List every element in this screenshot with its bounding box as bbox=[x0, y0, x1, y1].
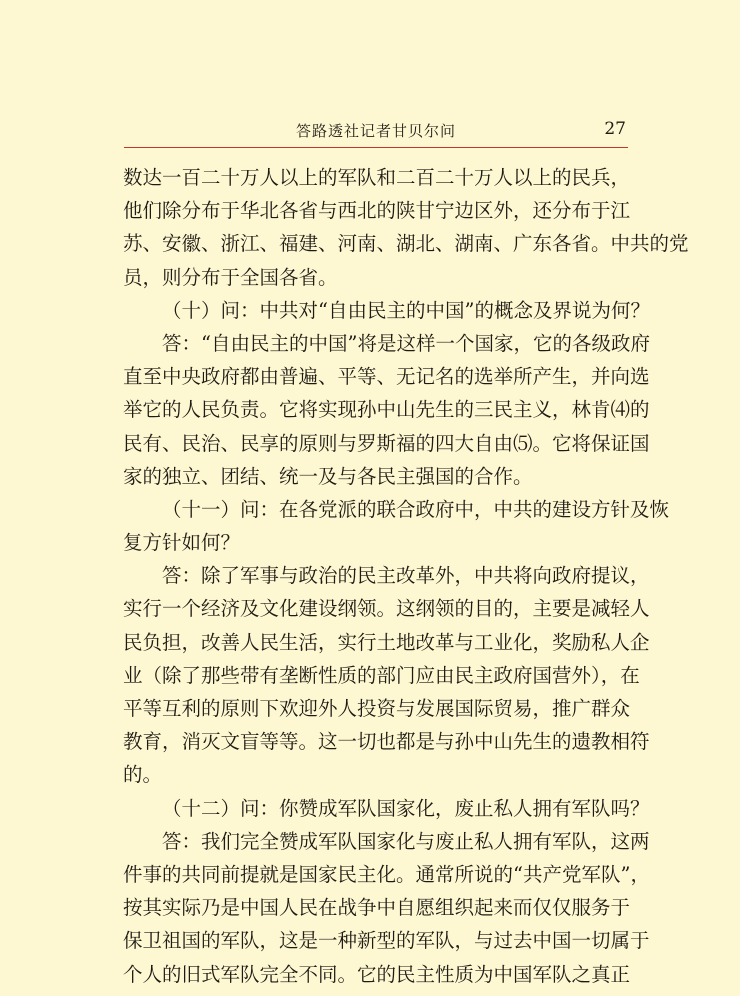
text-line: 业（除了那些带有垄断性质的部门应由民主政府国营外），在 bbox=[123, 663, 640, 687]
text-line: 件事的共同前提就是国家民主化。通常所说的“共产党军队”， bbox=[123, 862, 650, 886]
text-line: 民负担，改善人民生活，实行土地改革与工业化，奖励私人企 bbox=[123, 630, 650, 654]
text-line: 答：除了军事与政治的民主改革外，中共将向政府提议， bbox=[162, 564, 650, 588]
header-rule bbox=[124, 147, 628, 148]
text-line: 民有、民治、民享的原则与罗斯福的四大自由⑸。它将保证国 bbox=[123, 431, 650, 455]
text-line: 的。 bbox=[123, 763, 163, 787]
page-header bbox=[124, 120, 628, 146]
text-line: 员，则分布于全国各省。 bbox=[123, 265, 338, 289]
text-line: 平等互利的原则下欢迎外人投资与发展国际贸易，推广群众 bbox=[123, 697, 631, 720]
body-text bbox=[123, 161, 689, 991]
text-line: 实行一个经济及文化建设纲领。这纲领的目的，主要是减轻人 bbox=[123, 597, 650, 621]
text-line: 直至中央政府都由普遍、平等、无记名的选举所产生，并向选 bbox=[123, 365, 650, 389]
text-line: 个人的旧式军队完全不同。它的民主性质为中国军队之真正 bbox=[123, 962, 631, 986]
text-line: 苏、安徽、浙江、福建、河南、湖北、湖南、广东各省。中共的党 bbox=[123, 232, 689, 256]
text-line: 教育，消灭文盲等等。这一切也都是与孙中山先生的遗教相符 bbox=[123, 730, 650, 754]
text-line: （十一）问：在各党派的联合政府中，中共的建设方针及恢 bbox=[162, 497, 670, 521]
text-line: 按其实际乃是中国人民在战争中自愿组织起来而仅仅服务于 bbox=[123, 896, 631, 920]
text-line: 他们除分布于华北各省与西北的陕甘宁边区外，还分布于江 bbox=[123, 199, 631, 223]
text-line: 保卫祖国的军队，这是一种新型的军队，与过去中国一切属于 bbox=[123, 929, 650, 953]
text-line: 家的独立、团结、统一及与各民主强国的合作。 bbox=[123, 464, 533, 488]
page-number: 27 bbox=[604, 119, 626, 139]
running-title: 答路透社记者甘贝尔问 bbox=[295, 122, 456, 140]
text-line: （十）问：中共对“自由民主的中国”的概念及界说为何？ bbox=[162, 298, 650, 322]
text-line: 答：我们完全赞成军队国家化与废止私人拥有军队，这两 bbox=[162, 829, 650, 853]
text-line: 复方针如何？ bbox=[123, 531, 241, 555]
text-line: （十二）问：你赞成军队国家化，废止私人拥有军队吗？ bbox=[162, 796, 650, 820]
text-line: 答：“自由民主的中国”将是这样一个国家，它的各级政府 bbox=[162, 331, 650, 355]
text-line: 举它的人民负责。它将实现孙中山先生的三民主义，林肯⑷的 bbox=[123, 398, 650, 422]
text-line: 数达一百二十万人以上的军队和二百二十万人以上的民兵， bbox=[123, 166, 631, 189]
